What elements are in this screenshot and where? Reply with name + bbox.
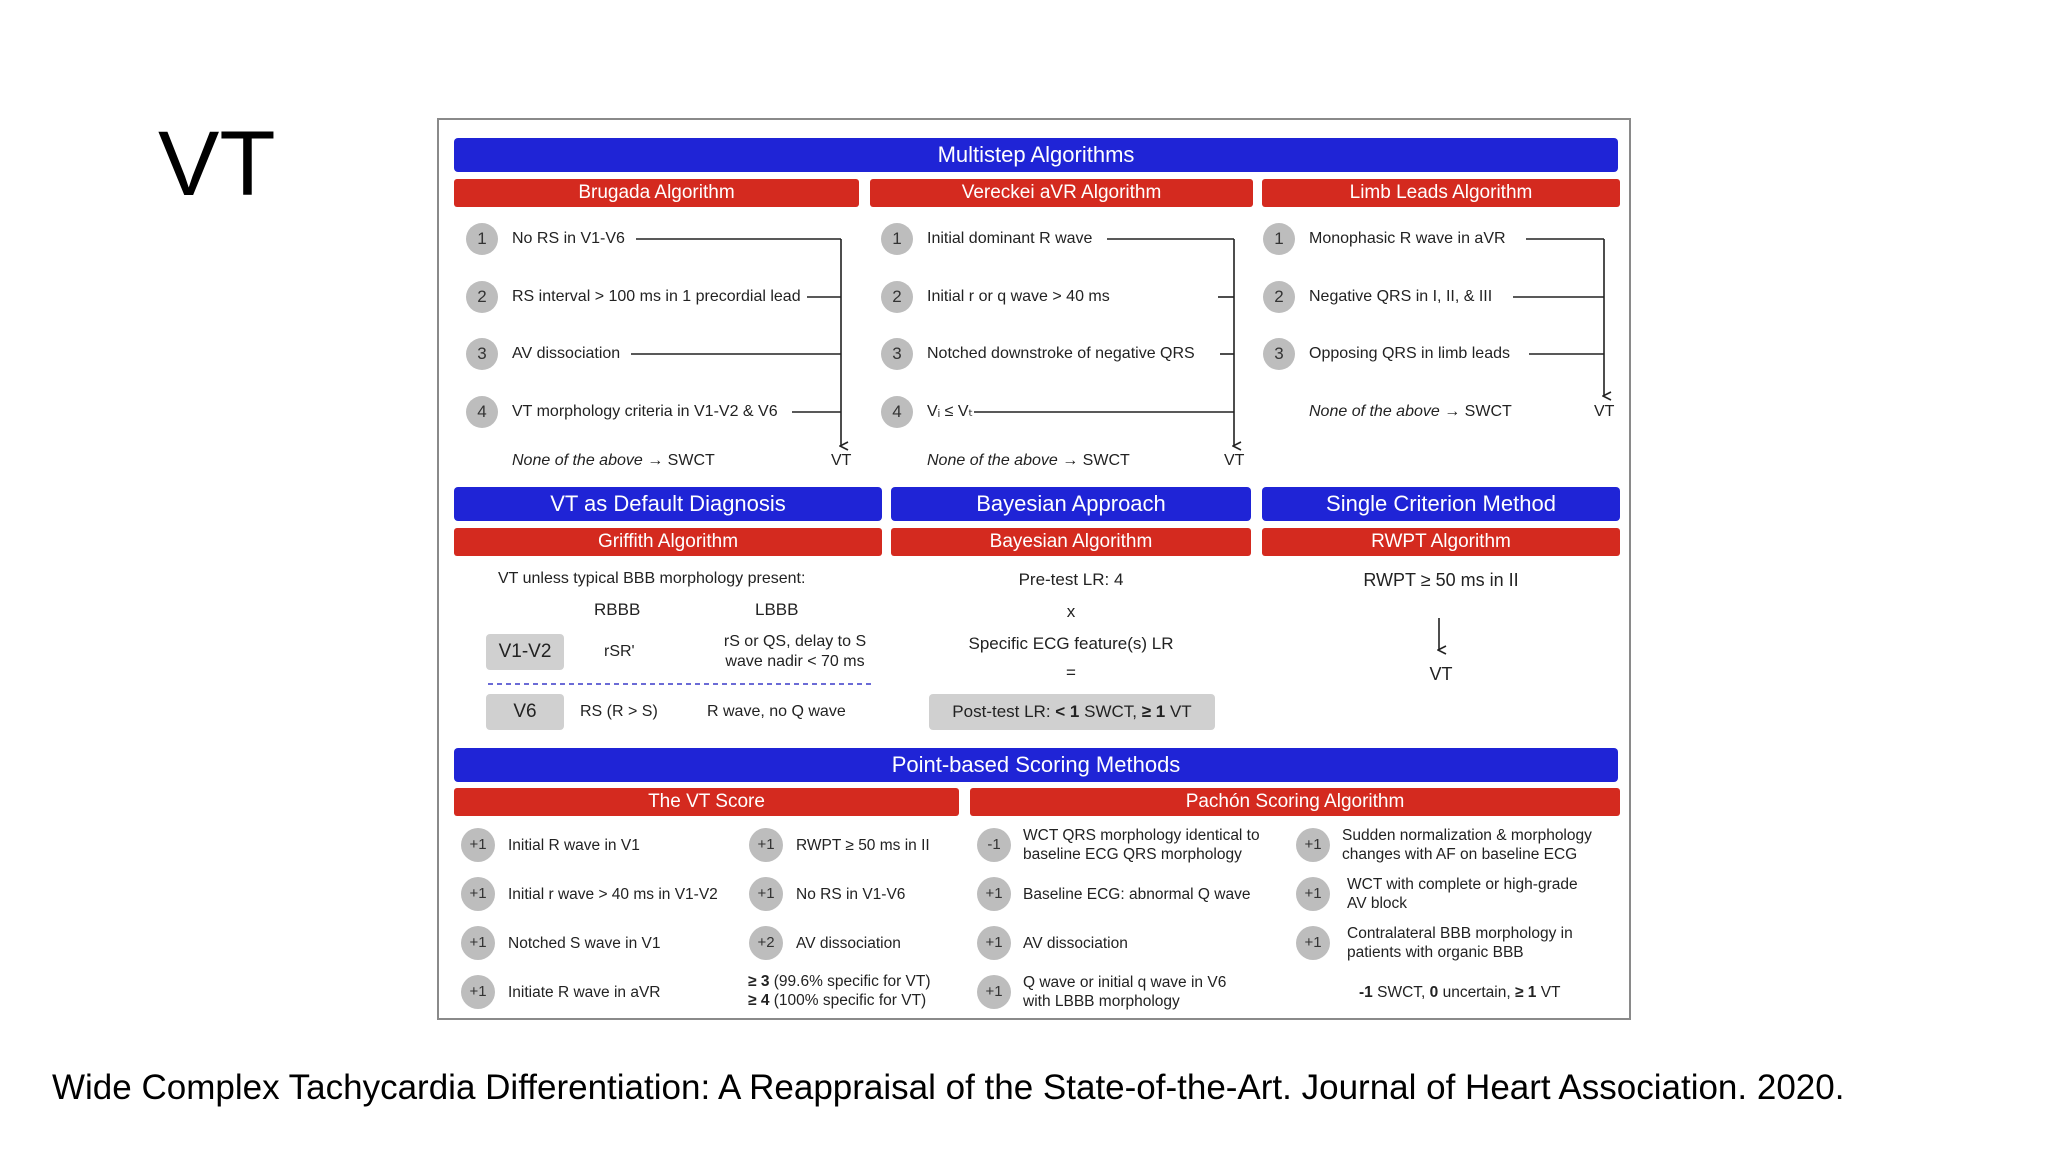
pachon-criterion-7: Contralateral BBB morphology in patients with organic BBB xyxy=(1347,925,1573,961)
griffith-col-rbbb: RBBB xyxy=(594,600,641,619)
vereckei-step-1-number: 1 xyxy=(881,223,913,255)
rwpt-vt-outcome: VT xyxy=(1429,664,1453,684)
bayesian-times: x xyxy=(1066,602,1076,621)
vt-score-points-3: +1 xyxy=(461,926,495,960)
pachon-criterion-3: AV dissociation xyxy=(1023,935,1128,952)
brugada-vt-outcome: VT xyxy=(831,452,852,469)
vt-score-points-4: +1 xyxy=(461,975,495,1009)
vereckei-none-of-above: None of the above → SWCT xyxy=(927,452,1130,469)
pachon-criterion-6: WCT with complete or high-grade AV block xyxy=(1347,876,1578,912)
pachon-points-1: -1 xyxy=(977,828,1011,862)
pachon-criterion-5: Sudden normalization & morphology changes with AF on baseline ECG xyxy=(1342,827,1592,863)
slide-title: VT xyxy=(158,113,276,215)
vt-score-criterion-2: Initial r wave > 40 ms in V1-V2 xyxy=(508,886,718,903)
pachon-points-4: +1 xyxy=(977,975,1011,1009)
limb-leads-title: Limb Leads Algorithm xyxy=(1262,179,1620,207)
brugada-step-4-number: 4 xyxy=(466,396,498,428)
griffith-intro: VT unless typical BBB morphology present: xyxy=(498,570,806,587)
multistep-header: Multistep Algorithms xyxy=(454,138,1618,172)
vt-score-points-2: +1 xyxy=(461,877,495,911)
pachon-points-2: +1 xyxy=(977,877,1011,911)
scoring-header: Point-based Scoring Methods xyxy=(454,748,1618,782)
vt-score-criterion-5: RWPT ≥ 50 ms in II xyxy=(796,837,930,854)
vereckei-step-2-number: 2 xyxy=(881,281,913,313)
single-criterion-header: Single Criterion Method xyxy=(1262,487,1620,521)
brugada-step-2-number: 2 xyxy=(466,281,498,313)
limb-step-3-number: 3 xyxy=(1263,338,1295,370)
griffith-v1v2-lbbb: rS or QS, delay to S wave nadir < 70 ms xyxy=(723,633,867,670)
vereckei-title: Vereckei aVR Algorithm xyxy=(870,179,1253,207)
vt-score-criterion-7: AV dissociation xyxy=(796,935,901,952)
bayesian-pretest: Pre-test LR: 4 xyxy=(1018,570,1124,589)
vt-score-criterion-4: Initiate R wave in aVR xyxy=(508,984,661,1001)
brugada-step-1-text: No RS in V1-V6 xyxy=(512,230,625,247)
brugada-title: Brugada Algorithm xyxy=(454,179,859,207)
rwpt-criterion: RWPT ≥ 50 ms in II xyxy=(1363,570,1519,590)
default-dx-header: VT as Default Diagnosis xyxy=(454,487,882,521)
griffith-col-lbbb: LBBB xyxy=(755,600,799,619)
limb-step-3-text: Opposing QRS in limb leads xyxy=(1309,345,1510,362)
vereckei-vt-outcome: VT xyxy=(1224,452,1245,469)
limb-step-1-text: Monophasic R wave in aVR xyxy=(1309,230,1506,247)
griffith-v1v2-rbbb: rSR' xyxy=(604,643,635,660)
brugada-step-3-text: AV dissociation xyxy=(512,345,621,362)
brugada-none-of-above: None of the above → SWCT xyxy=(512,452,715,469)
limb-step-2-text: Negative QRS in I, II, & III xyxy=(1309,288,1493,305)
vt-score-points-6: +1 xyxy=(749,877,783,911)
griffith-lead-v1-v2: V1-V2 xyxy=(486,634,564,670)
bayesian-equals: = xyxy=(1066,663,1076,682)
vereckei-step-4-text: Vᵢ ≤ Vₜ xyxy=(927,403,974,420)
vt-score-criterion-1: Initial R wave in V1 xyxy=(508,837,640,854)
citation-caption: Wide Complex Tachycardia Differentiation: A Reappraisal of the State-of-the-Art. Journal of Heart Association. 2020. xyxy=(52,1068,1845,1107)
pachon-points-7: +1 xyxy=(1296,926,1330,960)
limb-step-1-number: 1 xyxy=(1263,223,1295,255)
vt-score-points-5: +1 xyxy=(749,828,783,862)
vereckei-step-3-text: Notched downstroke of negative QRS xyxy=(927,345,1195,362)
vereckei-step-4-number: 4 xyxy=(881,396,913,428)
pachon-criterion-1: WCT QRS morphology identical to baseline ECG QRS morphology xyxy=(1023,827,1260,863)
griffith-title: Griffith Algorithm xyxy=(454,528,882,556)
brugada-step-2-text: RS interval > 100 ms in 1 precordial lead xyxy=(512,288,801,305)
bayesian-posttest-box: Post-test LR: < 1 SWCT, ≥ 1 VT xyxy=(929,694,1215,730)
brugada-step-1-number: 1 xyxy=(466,223,498,255)
vereckei-step-1-text: Initial dominant R wave xyxy=(927,230,1093,247)
brugada-step-3-number: 3 xyxy=(466,338,498,370)
bayesian-algorithm-title: Bayesian Algorithm xyxy=(891,528,1251,556)
vt-score-criterion-6: No RS in V1-V6 xyxy=(796,886,906,903)
pachon-criterion-4: Q wave or initial q wave in V6 with LBBB morphology xyxy=(1023,974,1227,1010)
limb-none-of-above: None of the above → SWCT xyxy=(1309,403,1512,420)
vt-score-title: The VT Score xyxy=(454,788,959,816)
pachon-result-key: -1 SWCT, 0 uncertain, ≥ 1 VT xyxy=(1359,984,1561,1001)
pachon-points-6: +1 xyxy=(1296,877,1330,911)
pachon-title: Pachón Scoring Algorithm xyxy=(970,788,1620,816)
vt-score-thresholds: ≥ 3 (99.6% specific for VT) ≥ 4 (100% specific for VT) xyxy=(748,973,931,1009)
vereckei-step-3-number: 3 xyxy=(881,338,913,370)
limb-step-2-number: 2 xyxy=(1263,281,1295,313)
vt-score-points-7: +2 xyxy=(749,926,783,960)
griffith-v6-rbbb: RS (R > S) xyxy=(580,703,658,720)
rwpt-algorithm-title: RWPT Algorithm xyxy=(1262,528,1620,556)
bayesian-feature-lr: Specific ECG feature(s) LR xyxy=(968,634,1174,653)
wct-algorithms-figure xyxy=(437,118,1631,1020)
brugada-step-4-text: VT morphology criteria in V1-V2 & V6 xyxy=(512,403,778,420)
vt-score-points-1: +1 xyxy=(461,828,495,862)
pachon-criterion-2: Baseline ECG: abnormal Q wave xyxy=(1023,886,1251,903)
griffith-lead-v6: V6 xyxy=(486,694,564,730)
limb-vt-outcome: VT xyxy=(1594,403,1615,420)
pachon-points-3: +1 xyxy=(977,926,1011,960)
griffith-v6-lbbb: R wave, no Q wave xyxy=(707,703,846,720)
pachon-points-5: +1 xyxy=(1296,828,1330,862)
bayesian-header: Bayesian Approach xyxy=(891,487,1251,521)
vereckei-step-2-text: Initial r or q wave > 40 ms xyxy=(927,288,1110,305)
vt-score-criterion-3: Notched S wave in V1 xyxy=(508,935,661,952)
